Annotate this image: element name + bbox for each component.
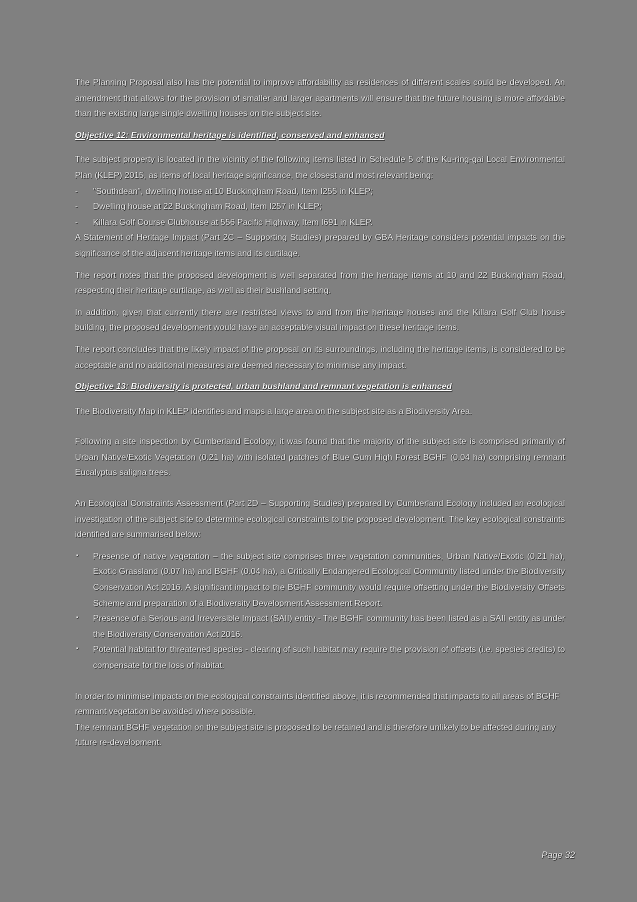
paragraph-affordability: The Planning Proposal also has the potential to improve affordability as residences of different scales could be developed. An amendment that allows for the provision of smaller and larger apartments will ensure that the future housing is more affordable than the existing large single dwelling houses on the subject site. bbox=[75, 77, 565, 119]
heading-objective-13: Objective 13: Biodiversity is protected, urban bushland and remnant vegetation is enhanced bbox=[75, 381, 452, 392]
paragraph-heritage-conclusion: The report concludes that the likely impact of the proposal on its surroundings, including the heritage items, is considered to be acceptable and no additional measures are deemed necessary to minimise any impact. bbox=[75, 343, 565, 370]
paragraph-heritage-statement: A Statement of Heritage Impact (Part 2C – Supporting Studies) prepared by GBA Heritage considers potential impacts on the significance of the adjacent heritage items and its curtilage. bbox=[75, 232, 565, 258]
paragraph-eco-assessment: An Ecological Constraints Assessment (Part 2D – Supporting Studies) prepared by Cumberland Ecology included an ecological investigation of the subject site to determine ecological constraints to the proposed development. The key ecological constraints identified are summarised below: bbox=[75, 498, 565, 540]
eco-constraints-list bbox=[75, 549, 565, 674]
list-item: ▪ Presence of a Serious and Irreversible Impact (SAII) entity - The BGHF community has been listed as a SAII entity as under the Biodiversity Conservation Act 2016. bbox=[75, 611, 565, 642]
list-item: - Killara Golf Course Clubhouse at 556 Pacific Highway, Item I691 in KLEP. bbox=[75, 215, 565, 231]
paragraph-heritage-report: The report notes that the proposed development is well separated from the heritage items at 10 and 22 Buckingham Road, respecting their heritage curtilage, as well as their bushland setting. bbox=[75, 269, 565, 296]
paragraph-minimise: In order to minimise impacts on the ecological constraints identified above, it is recommended that impacts to all areas of BGHF remnant vegetation be avoided where possible. bbox=[75, 690, 560, 717]
list-item: ▪ Presence of native vegetation – the subject site comprises three vegetation communities, Urban Native/Exotic (0.21 ha), Exotic Grassland (0.07 ha) and BGHF (0.04 ha), a Critically Endangered Ecological Community listed under the Biodiversity Conservation Act 2016. A significant impact to the BGHF community would require offsetting under the Biodiversity Offsets Scheme and preparation of a Biodiversity Development Assessment Report. bbox=[75, 549, 565, 611]
list-item: - "Southdean", dwelling house at 10 Buckingham Road, Item I255 in KLEP; bbox=[75, 184, 565, 200]
paragraph-heritage-intro: The subject property is located in the vicinity of the following items listed in Schedule 5 of the Ku-ring-gai Local Environmental Plan (KLEP) 2015, as items of local heritage significance, the closest and most relevant being: bbox=[75, 154, 565, 180]
paragraph-heritage-views: In addition, given that currently there are restricted views to and from the heritage houses and the Killara Golf Club house building, the proposed development would have an acceptable visual impact on these heritage items. bbox=[75, 306, 565, 333]
paragraph-retained: The remnant BGHF vegetation on the subject site is proposed to be retained and is therefore unlikely to be affected during any future re-development. bbox=[75, 721, 556, 748]
paragraph-biodiversity-map: The Biodiversity Map in KLEP identifies and maps a large area on the subject site as a Biodiversity Area. bbox=[75, 405, 473, 416]
list-item: - Dwelling house at 22 Buckingham Road, Item I257 in KLEP; bbox=[75, 199, 565, 215]
list-item: ▪ Potential habitat for threatened species - clearing of such habitat may require the provision of offsets (i.e. species credits) to compensate for the loss of habitat. bbox=[75, 642, 565, 673]
page-number: Page 32 bbox=[541, 850, 575, 860]
heritage-items-list bbox=[75, 184, 565, 231]
document-body bbox=[75, 75, 565, 757]
paragraph-site-inspection: Following a site inspection by Cumberland Ecology, it was found that the majority of the subject site is comprised primarily of Urban Native/Exotic Vegetation (0.21 ha) with isolated patches of Blue Gum High Forest BGHF (0.04 ha) comprising remnant Eucalyptus saligna trees. bbox=[75, 436, 565, 478]
heading-objective-12: Objective 12: Environmental heritage is identified, conserved and enhanced bbox=[75, 129, 385, 140]
